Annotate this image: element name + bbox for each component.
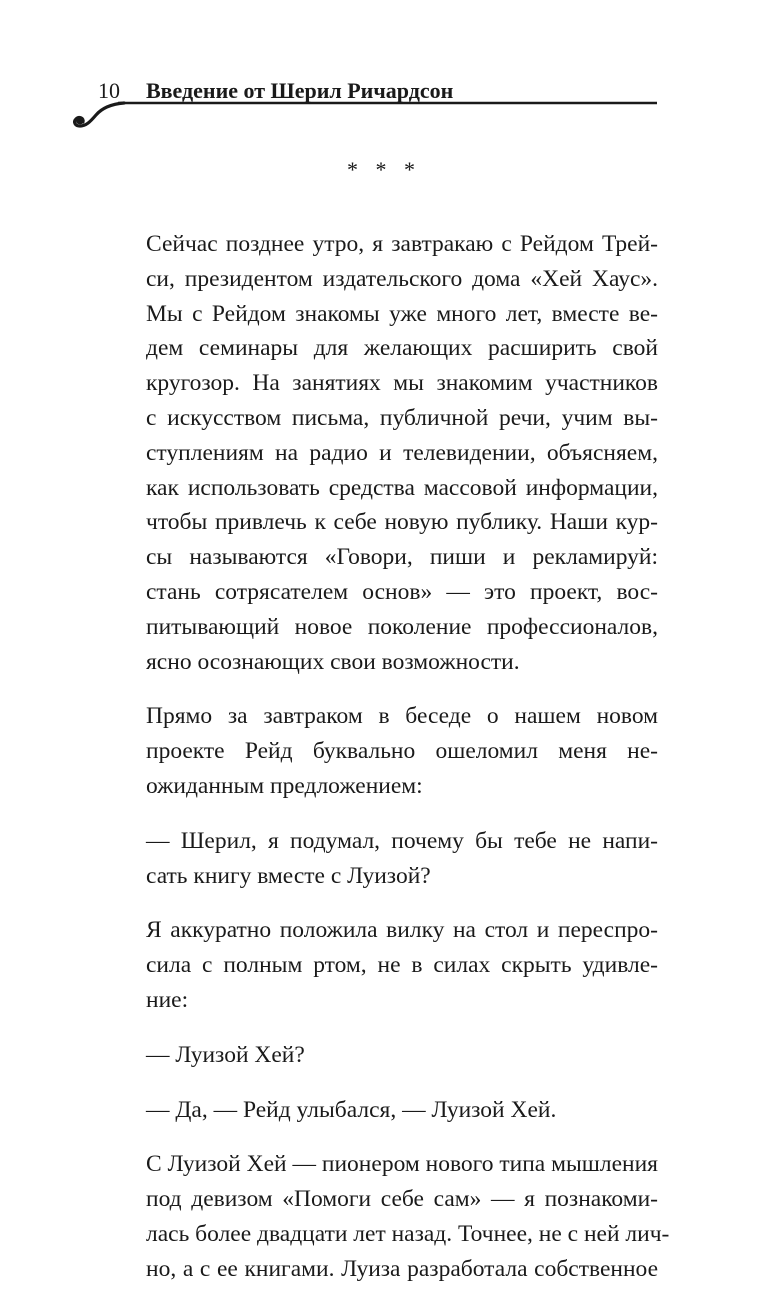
text-line: — Шерил, я подумал, почему бы тебе не напи- bbox=[146, 827, 658, 854]
paragraph bbox=[146, 1093, 658, 1128]
text-line: ожиданным предложением: bbox=[146, 772, 423, 799]
text-line: ступлениям на радио и телевидении, объясняем, bbox=[146, 439, 658, 466]
text-line: сать книгу вместе с Луизой? bbox=[146, 862, 431, 889]
text-line: дем семинары для желающих расширить свой bbox=[146, 335, 658, 362]
paragraph bbox=[146, 824, 658, 894]
text-line: Я аккуратно положила вилку на стол и переспро- bbox=[146, 917, 658, 944]
paragraph bbox=[146, 1147, 670, 1286]
text-line: сила с полным ртом, не в силах скрыть удивле- bbox=[146, 952, 658, 979]
text-line: си, президентом издательского дома «Хей Хаус». bbox=[146, 265, 658, 292]
text-line: сы называются «Говори, пиши и рекламируй: bbox=[146, 544, 658, 571]
text-line: ние: bbox=[146, 986, 189, 1013]
paragraph bbox=[146, 227, 658, 679]
text-line: но, а с ее книгами. Луиза разработала собственное bbox=[146, 1255, 658, 1282]
text-line: Прямо за завтраком в беседе о нашем новом bbox=[146, 703, 658, 730]
text-line: Сейчас позднее утро, я завтракаю с Рейдом Трей- bbox=[146, 231, 658, 257]
text-line: стань сотрясателем основ» — это проект, вос- bbox=[146, 578, 658, 605]
text-line: — Луизой Хей? bbox=[146, 1041, 305, 1068]
text-line: Мы с Рейдом знакомы уже много лет, вместе ве- bbox=[146, 300, 658, 327]
running-header bbox=[0, 70, 768, 140]
text-line: чтобы привлечь к себе новую публику. Наши кур- bbox=[146, 509, 658, 536]
text-line: как использовать средства массовой информации, bbox=[146, 474, 658, 501]
running-title: Введение от Шерил Ричардсон bbox=[146, 78, 454, 103]
text-line: кругозор. На занятиях мы знакомим участников bbox=[146, 370, 658, 397]
text-line: — Да, — Рейд улыбался, — Луизой Хей. bbox=[146, 1096, 557, 1123]
text-line: питывающий новое поколение профессионалов, bbox=[146, 613, 658, 640]
section-break: * * * bbox=[347, 157, 421, 182]
paragraph bbox=[146, 913, 658, 1017]
text-line: лась более двадцати лет назад. Точнее, не с ней лич- bbox=[146, 1220, 670, 1247]
text-line: проекте Рейд буквально ошеломил меня не- bbox=[146, 738, 658, 765]
body-text bbox=[146, 227, 670, 1307]
page-number: 10 bbox=[98, 78, 120, 103]
text-line: С Луизой Хей — пионером нового типа мышления bbox=[146, 1151, 658, 1178]
paragraph bbox=[146, 1038, 658, 1073]
text-line: с искусством письма, публичной речи, учим вы- bbox=[146, 404, 658, 431]
paragraph bbox=[146, 699, 658, 803]
text-line: ясно осознающих свои возможности. bbox=[146, 648, 520, 675]
text-line: под девизом «Помоги себе сам» — я познакоми- bbox=[146, 1186, 658, 1213]
